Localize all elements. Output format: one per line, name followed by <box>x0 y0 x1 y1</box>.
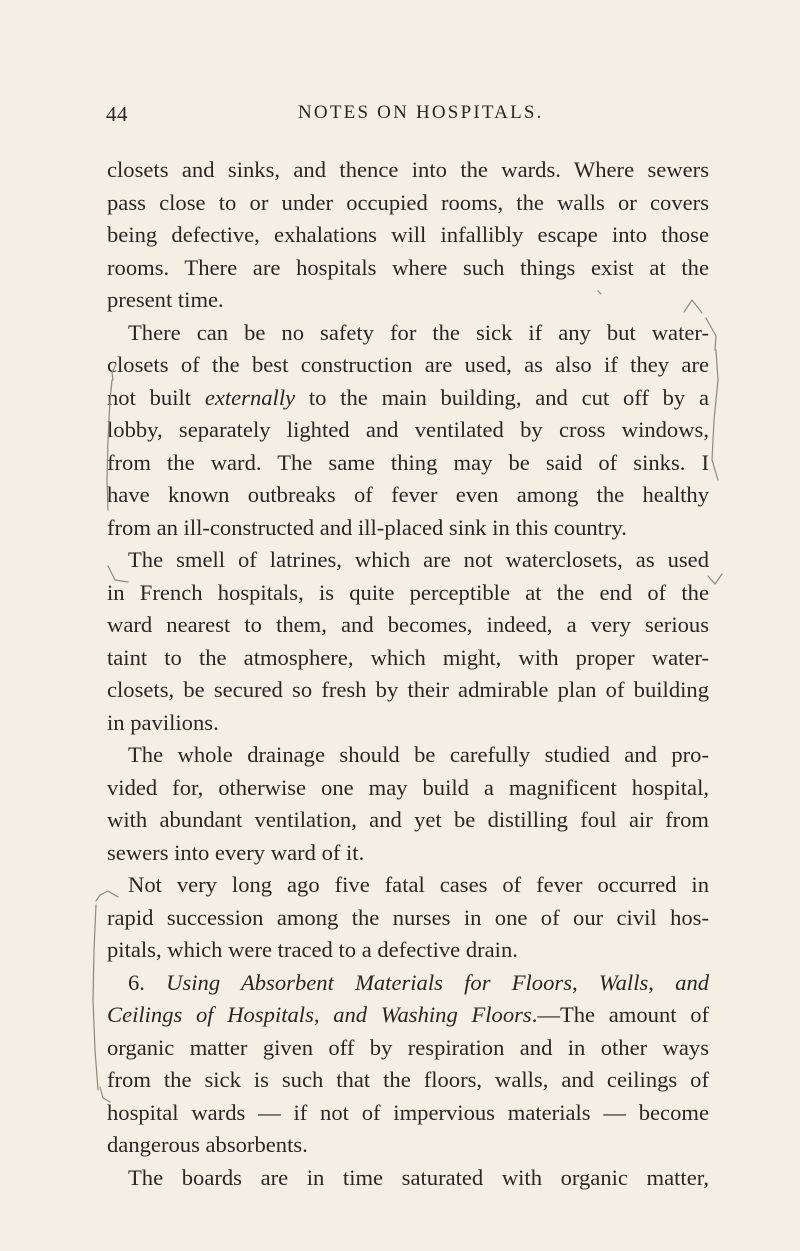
body-text <box>107 154 709 1194</box>
text-line: being defective, exhalations will infallibly escape into those <box>107 222 709 247</box>
running-head <box>0 102 800 132</box>
text-line: dangerous absorbents. <box>107 1132 308 1157</box>
text-line: from the ward. The same thing may be said of sinks. I <box>107 449 709 475</box>
section-heading-cont: Ceilings of Hospitals, and Washing Floors.—The amount of <box>107 1002 710 1027</box>
paragraph-start: There can be no safety for the sick if any but water- <box>128 319 709 345</box>
text-line: ward nearest to them, and becomes, indeed, a very serious <box>107 612 709 637</box>
italic-heading: Ceilings of Hospitals <box>107 1002 314 1027</box>
hook-mark <box>708 574 722 584</box>
text-line: with abundant ventilation, and yet be distilling foul air from <box>107 807 709 832</box>
text-line: from an ill-constructed and ill-placed sink in this country. <box>107 514 627 540</box>
italic-heading: and <box>675 969 710 995</box>
text-line: rooms. There are hospitals where such things exist at the <box>107 254 709 280</box>
text-line: in French hospitals, is quite perceptible at the end of the <box>107 579 709 605</box>
text-line: closets and sinks, and thence into the wards. Where sewers <box>107 157 709 182</box>
running-title: NOTES ON HOSPITALS. <box>298 102 544 123</box>
text-line: vided for, otherwise one may build a magnificent hospital, <box>107 774 709 800</box>
italic-heading: Walls <box>598 969 649 995</box>
paragraph-start: The boards are in time saturated with organic matter, <box>128 1164 709 1190</box>
text-line: not built externally to the main building, and cut off by a <box>107 384 710 410</box>
text-line: hospital wards — if not of impervious materials — become <box>107 1099 709 1125</box>
text-line: pass close to or under occupied rooms, the walls or covers <box>107 189 709 215</box>
text-line: closets, be secured so fresh by their admirable plan of building <box>107 677 709 702</box>
text-line: rapid succession among the nurses in one of our civil hos- <box>107 904 709 930</box>
text-line: present time. <box>107 287 224 312</box>
paragraph-start: Not very long ago five fatal cases of fever occurred in <box>128 872 709 897</box>
text-line: pitals, which were traced to a defective drain. <box>107 937 518 962</box>
paragraph-start: The smell of latrines, which are not waterclosets, as used <box>128 547 709 572</box>
text-line: lobby, separately lighted and ventilated by cross windows, <box>107 417 709 442</box>
bracket-mark-right <box>712 350 718 480</box>
text-line: from the sick is such that the floors, walls, and ceilings of <box>107 1067 709 1092</box>
text-line: closets of the best construction are used, as also if they are <box>107 352 709 377</box>
paragraph-start: The whole drainage should be carefully studied and pro- <box>128 742 709 767</box>
text-line: taint to the atmosphere, which might, with proper water- <box>107 644 709 670</box>
page-number: 44 <box>106 102 128 126</box>
text-line: organic matter given off by respiration and in other ways <box>107 1034 709 1060</box>
section-heading: 6. Using Absorbent Materials for Floors, Walls, and <box>128 969 710 995</box>
italic-heading: and Washing Floors <box>333 1002 532 1027</box>
italic-emphasis: externally <box>204 384 296 410</box>
text-line: sewers into every ward of it. <box>107 839 365 865</box>
section-bracket-left <box>93 905 98 1090</box>
italic-heading: Using Absorbent Materials for Floors <box>166 969 572 995</box>
text-line: have known outbreaks of fever even among the healthy <box>107 482 709 507</box>
text-line: in pavilions. <box>107 709 219 735</box>
